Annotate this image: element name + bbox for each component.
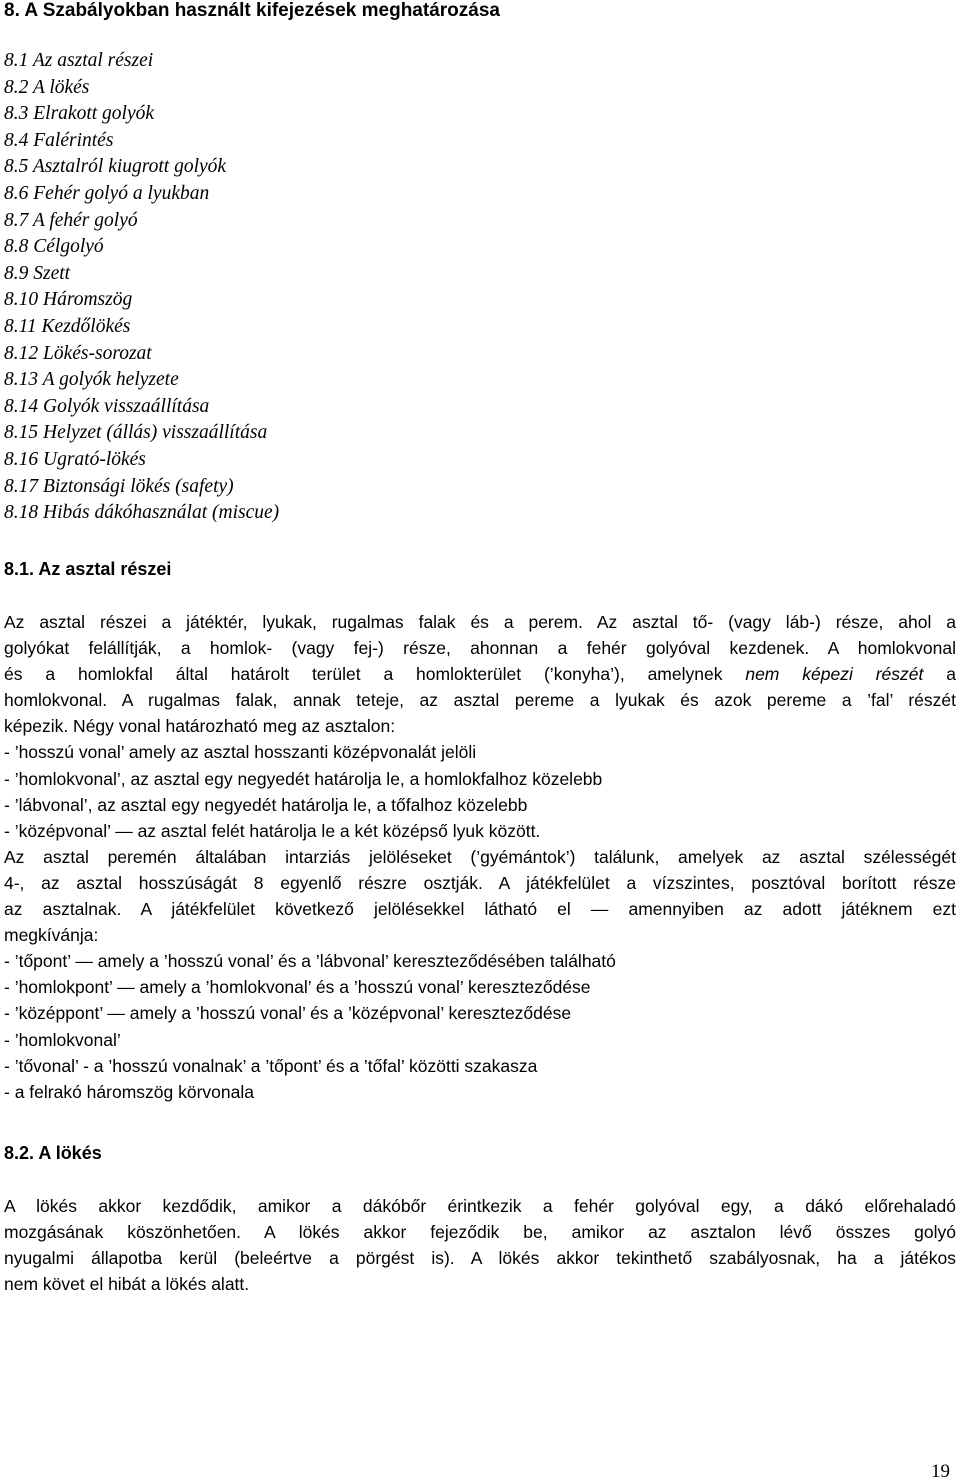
list-item: - ’hosszú vonal’ amely az asztal hosszanti középvonalát jelöli <box>4 742 477 763</box>
toc-item: 8.17 Biztonsági lökés (safety) <box>4 475 234 497</box>
paragraph-line: képezik. Négy vonal határozható meg az asztalon: <box>4 716 396 737</box>
paragraph-line: mozgásának köszönhetően. A lökés akkor fejeződik be, amikor az asztalon lévő összes golyó <box>4 1222 956 1243</box>
chapter-heading: 8. A Szabályokban használt kifejezések meghatározása <box>4 0 500 21</box>
list-item: - ’tőpont’ — amely a ’hosszú vonal’ és a ’lábvonal’ kereszteződésében található <box>4 951 616 972</box>
toc-item: 8.16 Ugrató-lökés <box>4 448 146 470</box>
section-8-1-body <box>4 609 956 1105</box>
section-8-2-body <box>4 1193 956 1297</box>
list-item: - ’homlokpont’ — amely a ’homlokvonal’ és a ’hosszú vonal’ kereszteződése <box>4 977 591 998</box>
toc-item: 8.11 Kezdőlökés <box>4 315 131 337</box>
paragraph-line: Az asztal részei a játéktér, lyukak, rugalmas falak és a perem. Az asztal tő- (vagy láb-) része, ahol a <box>4 612 956 632</box>
toc-item: 8.15 Helyzet (állás) visszaállítása <box>4 422 268 444</box>
toc-item: 8.10 Háromszög <box>4 289 133 311</box>
toc-item: 8.5 Asztalról kiugrott golyók <box>4 156 227 178</box>
paragraph-line: Az asztal peremén általában intarziás jelöléseket (’gyémántok’) találunk, amelyek az asztal szélességét <box>4 846 956 867</box>
list-item: - ’lábvonal’, az asztal egy negyedét határolja le, a tőfalhoz közelebb <box>4 794 528 815</box>
paragraph-line: homlokvonal. A rugalmas falak, annak teteje, az asztal pereme a lyukak és azok pereme a ’fal’ részét <box>4 690 956 711</box>
paragraph-line: golyókat felállítják, a homlok- (vagy fej-) része, ahonnan a fehér golyóval kezdenek. A homlokvonal <box>4 638 956 659</box>
list-item: - ’tővonal’ - a ’hosszú vonalnak’ a ’tőpont’ és a ’tőfal’ közötti szakasza <box>4 1055 538 1076</box>
toc-item: 8.3 Elrakott golyók <box>4 103 155 125</box>
paragraph-line: A lökés akkor kezdődik, amikor a dákóbőr érintkezik a fehér golyóval egy, a dákó előrehaladó <box>4 1196 956 1216</box>
page-number: 19 <box>931 1461 950 1482</box>
toc-item: 8.9 Szett <box>4 262 71 284</box>
paragraph-line: megkívánja: <box>4 925 99 946</box>
toc-item: 8.1 Az asztal részei <box>4 50 154 71</box>
toc-item: 8.14 Golyók visszaállítása <box>4 395 210 417</box>
paragraph-text: és a homlokfal által határolt terület a homlokterület (’konyha’), amelynek <box>4 664 746 685</box>
toc-item: 8.12 Lökés-sorozat <box>4 342 152 364</box>
toc-item: 8.18 Hibás dákóhasználat (miscue) <box>4 502 280 524</box>
toc-item: 8.2 A lökés <box>4 76 90 98</box>
toc-item: 8.8 Célgolyó <box>4 236 104 258</box>
list-item: - a felrakó háromszög körvonala <box>4 1081 254 1102</box>
section-heading-8-1: 8.1. Az asztal részei <box>4 559 172 579</box>
toc-item: 8.6 Fehér golyó a lyukban <box>4 182 210 204</box>
toc-item: 8.4 Falérintés <box>4 129 114 151</box>
paragraph-line: nem követ el hibát a lökés alatt. <box>4 1274 250 1295</box>
italic-phrase: nem képezi részét <box>745 664 924 685</box>
paragraph-line: 4-, az asztal hosszúságát 8 egyenlő részre osztják. A játékfelület a vízszintes, posztóval borított része <box>4 872 956 893</box>
list-item: - ’középpont’ — amely a ’hosszú vonal’ és a ’középvonal’ kereszteződése <box>4 1003 572 1024</box>
paragraph-text: a <box>923 664 956 685</box>
list-item: - ’homlokvonal’, az asztal egy negyedét határolja le, a homlokfalhoz közelebb <box>4 768 603 789</box>
paragraph-line <box>4 661 956 687</box>
table-of-contents <box>4 48 279 527</box>
list-item: - ’középvonal’ — az asztal felét határolja le a két középső lyuk között. <box>4 820 541 841</box>
paragraph-line: az asztalnak. A játékfelület következő jelölésekkel látható el — amennyiben az adott játéknem ezt <box>4 899 956 920</box>
toc-item: 8.7 A fehér golyó <box>4 209 138 231</box>
section-heading-8-2: 8.2. A lökés <box>4 1143 102 1163</box>
list-item: - ’homlokvonal’ <box>4 1029 121 1050</box>
paragraph-line: nyugalmi állapotba kerül (beleértve a pörgést is). A lökés akkor tekinthető szabályosnak, ha a játékos <box>4 1248 956 1269</box>
toc-item: 8.13 A golyók helyzete <box>4 369 179 391</box>
